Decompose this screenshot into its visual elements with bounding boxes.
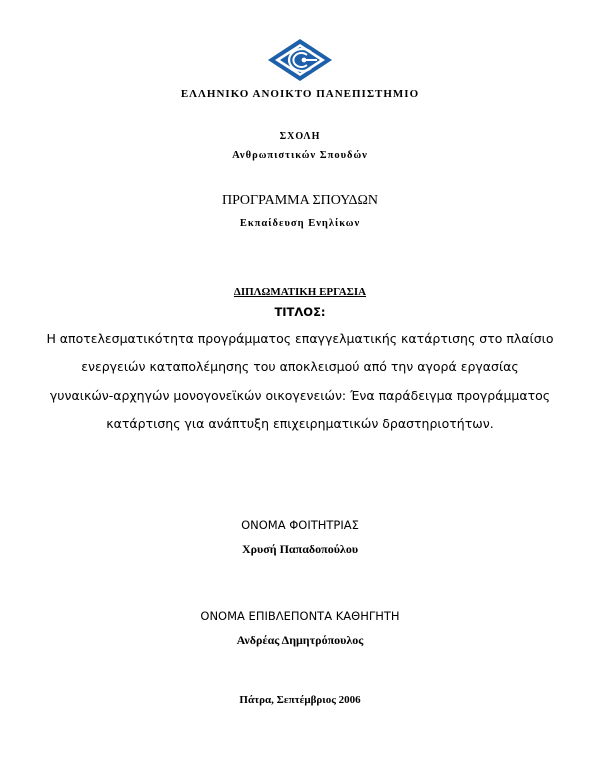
program-label: ΠΡΟΓΡΑΜΜΑ ΣΠΟΥΔΩΝ: [221, 193, 378, 208]
thesis-label: ΔΙΠΛΩΜΑΤΙΚΗ ΕΡΓΑΣΙΑ: [233, 286, 367, 298]
university-name: ΕΛΛΗΝΙΚΟ ΑΝΟΙΚΤΟ ΠΑΝΕΠΙΣΤΗΜΙΟ: [180, 88, 420, 100]
program-name: Εκπαίδευση Ενηλίκων: [239, 218, 361, 229]
student-label: ΟΝΟΜΑ ΦΟΙΤΗΤΡΙΑΣ: [241, 518, 359, 532]
title-line-3: γυναικών-αρχηγών μονογονεϊκών οικογενειών: Ένα παράδειγμα προγράμματος: [49, 388, 551, 403]
student-name: Χρυσή Παπαδοπούλου: [241, 542, 359, 556]
title-line-4: κατάρτισης για ανάπτυξη επιχειρηματικών δραστηριοτήτων.: [106, 416, 494, 431]
title-label: ΤΙΤΛΟΣ:: [274, 305, 326, 319]
supervisor-label: ΟΝΟΜΑ ΕΠΙΒΛΕΠΟΝΤΑ ΚΑΘΗΓΗΤΗ: [200, 609, 400, 623]
supervisor-name: Ανδρέας Δημητρόπουλος: [236, 633, 364, 647]
title-line-2: ενεργειών καταπολέμησης του αποκλεισμού από την αγορά εργασίας: [81, 359, 519, 374]
place-date: Πάτρα, Σεπτέμβριος 2006: [239, 694, 361, 706]
school-name: Ανθρωπιστικών Σπουδών: [232, 150, 368, 161]
university-logo-icon: [267, 38, 333, 82]
school-label: ΣΧΟΛΗ: [279, 131, 321, 142]
title-line-1: Η αποτελεσματικότητα προγράμματος επαγγελματικής κατάρτισης στο πλαίσιο: [46, 331, 554, 346]
